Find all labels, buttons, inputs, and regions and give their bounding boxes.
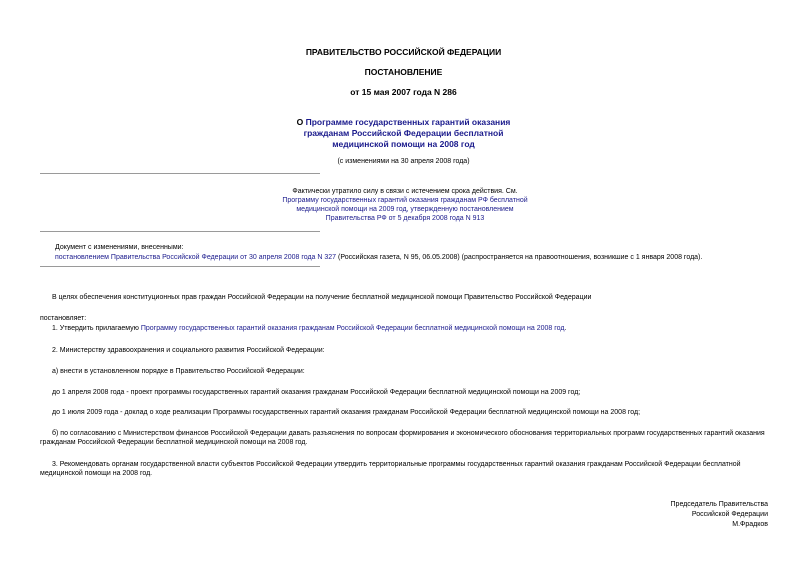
signature-block [560, 500, 768, 529]
changes-link[interactable]: постановлением Правительства Российской Федерации от 30 апреля 2008 года N 327 [55, 254, 337, 261]
changes-line [55, 253, 795, 262]
title-link-line1[interactable]: Программе государственных гарантий оказания [305, 117, 511, 127]
item-1 [40, 324, 770, 333]
document-title [0, 117, 807, 150]
changes-block [55, 243, 795, 262]
status-note-link-line2[interactable]: медицинской помощи на 2009 год, утвержденную постановлением [296, 206, 514, 213]
status-note-link-line1[interactable]: Программу государственных гарантий оказания гражданам РФ бесплатной [282, 197, 528, 204]
preamble: В целях обеспечения конституционных прав граждан Российской Федерации на получение бесплатной медицинской помощи Правительство Российской Федерации [52, 294, 592, 301]
item-2: 2. Министерству здравоохранения и социального развития Российской Федерации: [52, 347, 325, 354]
title-link-line3[interactable]: медицинской помощи на 2008 год [332, 139, 475, 149]
item-2a-1: до 1 апреля 2008 года - проект программы государственных гарантий оказания гражданам Российской Федерации бесплатной медицинской помощи на 2009 год; [52, 389, 581, 396]
amendments-note: (с изменениями на 30 апреля 2008 года) [337, 158, 470, 165]
item-2a-2: до 1 июля 2009 года - доклад о ходе реализации Программы государственных гарантий оказания гражданам Российской Федерации бесплатной медицинской помощи на 2008 год; [52, 409, 641, 416]
status-note-link-line3[interactable]: Правительства РФ от 5 декабря 2008 года N 913 [325, 215, 485, 222]
item-1-link[interactable]: Программу государственных гарантий оказания гражданам Российской Федерации бесплатной медицинской помощи на 2008 год [140, 325, 565, 332]
title-prefix: О [296, 117, 306, 127]
item-1-suffix: . [564, 325, 567, 332]
decrees: постановляет: [40, 315, 87, 322]
government-heading: ПРАВИТЕЛЬСТВО РОССИЙСКОЙ ФЕДЕРАЦИИ [305, 47, 502, 57]
changes-intro: Документ с изменениями, внесенными: [55, 244, 184, 251]
divider-2 [40, 231, 320, 232]
item-1-prefix: 1. Утвердить прилагаемую [52, 325, 141, 332]
title-link-line2[interactable]: гражданам Российской Федерации бесплатной [303, 128, 504, 138]
document-type: ПОСТАНОВЛЕНИЕ [364, 67, 443, 77]
changes-rest: (Российская газета, N 95, 06.05.2008) (распространяется на правоотношения, возникшие с 1 января 2008 года). [336, 254, 703, 261]
item-3: 3. Рекомендовать органам государственной власти субъектов Российской Федерации утвердить территориальные программы государственных гарантий оказания гражданам Российской Федерации бесплатной медицинской помощи на 2008 год. [40, 461, 741, 477]
divider-1 [40, 173, 320, 174]
signature-line1: Председатель Правительства [670, 501, 768, 508]
document-date-number: от 15 мая 2007 года N 286 [350, 87, 457, 97]
status-note [200, 187, 610, 223]
signature-line2: Российской Федерации [691, 511, 768, 518]
signature-line3: М.Фрадков [732, 521, 768, 528]
divider-3 [40, 266, 320, 267]
status-note-text: Фактически утратило силу в связи с истечением срока действия. См. [292, 188, 518, 195]
item-2b: б) по согласованию с Министерством финансов Российской Федерации давать разъяснения по вопросам формирования и экономического обоснования территориальных программ государственных гарантий оказания гражданам Российской Федерации бесплатной медицинской помощи на 2008 год. [40, 430, 765, 446]
item-2a: а) внести в установленном порядке в Правительство Российской Федерации: [52, 368, 305, 375]
